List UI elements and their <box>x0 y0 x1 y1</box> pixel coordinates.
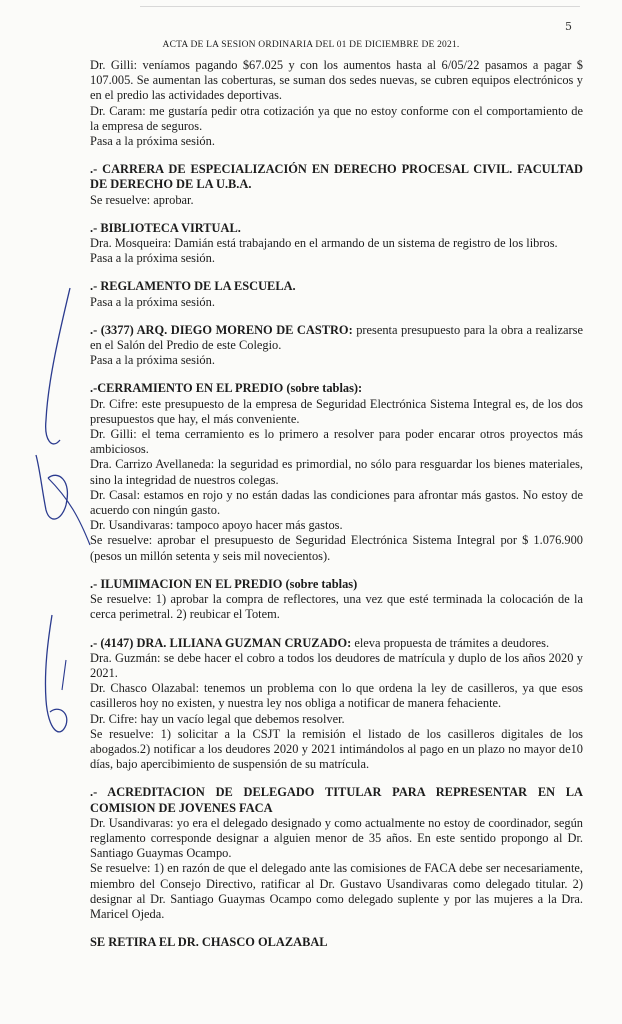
section-title <box>90 785 583 815</box>
section-title <box>90 279 583 294</box>
intro-block <box>90 58 583 149</box>
paragraph: Dra. Carrizo Avellaneda: la seguridad es primordial, no sólo para resguardar los bienes materiales, sino la integridad de nuestros colegas. <box>90 457 583 487</box>
paragraph: Pasa a la próxima sesión. <box>90 251 215 266</box>
document-header: ACTA DE LA SESION ORDINARIA DEL 01 DE DICIEMBRE DE 2021. <box>162 40 460 50</box>
paragraph: Pasa a la próxima sesión. <box>90 294 215 309</box>
paragraph: Dr. Cifre: este presupuesto de la empresa de Seguridad Electrónica Sistema Integral es, de los dos presupuestos que hay, el más conveniente. <box>90 396 583 426</box>
paragraph: Se resuelve: 1) en razón de que el delegado ante las comisiones de FACA debe ser necesariamente, miembro del Consejo Directivo, ratificar al Dr. Gustavo Usandivaras como delegado titular. 2) designar al Dr. Santiago Guaymas Ocampo como delegado suplente y por las mujeres a la Dra. Maricel Ojeda. <box>90 861 583 921</box>
section-title-text: .-CERRAMIENTO EN EL PREDIO (sobre tablas): <box>90 381 363 396</box>
paragraph: Se resuelve: aprobar el presupuesto de Seguridad Electrónica Sistema Integral por $ 1.076.900 (pesos un millón setenta y seis mil novecientos). <box>90 533 583 563</box>
section-title <box>90 221 583 236</box>
paragraph: Dr. Gilli: el tema cerramiento es lo primero a resolver para poder encarar otros proyectos más ambiciosos. <box>90 427 583 457</box>
section-title-text: .- (4147) DRA. LILIANA GUZMAN CRUZADO: <box>90 635 352 650</box>
section-moreno <box>90 323 583 369</box>
section-title-rest: presenta presupuesto para la obra a realizarse en el Salón del Predio de este Colegio. <box>90 322 583 353</box>
paragraph: Pasa a la próxima sesión. <box>90 134 215 149</box>
paragraph: Dra. Mosqueira: Damián está trabajando en el armando de un sistema de registro de los libros. <box>90 236 558 251</box>
paragraph: Se resuelve: 1) solicitar a la CSJT la remisión el listado de los casilleros digitales de los abogados.2) notificar a los deudores 2020 y 2021 intimándolos al pago en un plazo no mayor de10 días, bajo apercibimiento de suspensión de su matrícula. <box>90 726 583 772</box>
section-biblioteca <box>90 221 583 267</box>
paragraph: Dr. Usandivaras: yo era el delegado designado y como actualmente no estoy de coordinador, según reglamento corresponde designar a alguien menor de 35 años. En este sentido propongo al Dr. Santiago Guaymas Ocampo. <box>90 815 583 861</box>
section-title-rest: eleva propuesta de trámites a deudores. <box>351 635 550 650</box>
section-title <box>90 323 583 353</box>
page-number: 5 <box>565 20 572 33</box>
section-title <box>90 577 583 592</box>
section-title-text: .- (3377) ARQ. DIEGO MORENO DE CASTRO: <box>90 322 353 337</box>
section-title-text: .- ACREDITACION DE DELEGADO TITULAR PARA REPRESENTAR EN LA COMISION DE JOVENES FACA <box>90 785 583 815</box>
section-iluminacion <box>90 577 583 623</box>
top-rule <box>140 6 580 7</box>
section-title-text: .- ILUMIMACION EN EL PREDIO (sobre tablas) <box>90 576 358 591</box>
closing-note: SE RETIRA EL DR. CHASCO OLAZABAL <box>90 935 328 950</box>
paragraph: Dra. Guzmán: se debe hacer el cobro a todos los deudores de matrícula y duplo de los años 2020 y 2021. <box>90 650 583 680</box>
section-title <box>90 162 583 192</box>
section-title-text: .- CARRERA DE ESPECIALIZACIÓN EN DERECHO PROCESAL CIVIL. FACULTAD DE DERECHO DE LA U.B.A. <box>90 162 583 192</box>
section-carrera <box>90 162 583 208</box>
paragraph: Dr. Chasco Olazabal: tenemos un problema con lo que ordena la ley de casilleros, ya que esos casilleros hoy no existen, y nuestra ley nos obliga a notificar de manera fehaciente. <box>90 681 583 711</box>
document-body <box>90 58 583 950</box>
paragraph: Dr. Usandivaras: tampoco apoyo hacer más gastos. <box>90 518 343 533</box>
section-acreditacion <box>90 785 583 922</box>
paragraph: Pasa a la próxima sesión. <box>90 353 215 368</box>
section-title-text: .- REGLAMENTO DE LA ESCUELA. <box>90 279 296 294</box>
paragraph: Se resuelve: aprobar. <box>90 192 194 207</box>
paragraph: Dr. Casal: estamos en rojo y no están dadas las condiciones para afrontar más gastos. No estoy de acuerdo con ningún gasto. <box>90 487 583 518</box>
section-guzman <box>90 636 583 773</box>
paragraph: Dr. Gilli: veníamos pagando $67.025 y con los aumentos hasta al 6/05/22 pasamos a pagar $ 107.005. Se aumentan las coberturas, se suman dos sedes nuevas, se cubren equipos electrónicos y en el predio las actividades deportivas. <box>90 58 583 103</box>
section-reglamento <box>90 279 583 309</box>
section-title-text: .- BIBLIOTECA VIRTUAL. <box>90 220 241 235</box>
paragraph: Dr. Cifre: hay un vacío legal que debemos resolver. <box>90 711 345 726</box>
section-cerramiento <box>90 381 583 563</box>
section-title <box>90 381 583 396</box>
paragraph: Se resuelve: 1) aprobar la compra de reflectores, una vez que esté terminada la colocación de la cerca perimetral. 2) reubicar el Totem. <box>90 592 583 622</box>
paragraph: Dr. Caram: me gustaría pedir otra cotización ya que no estoy conforme con el comportamiento de la empresa de seguros. <box>90 103 583 133</box>
section-title <box>90 636 583 651</box>
